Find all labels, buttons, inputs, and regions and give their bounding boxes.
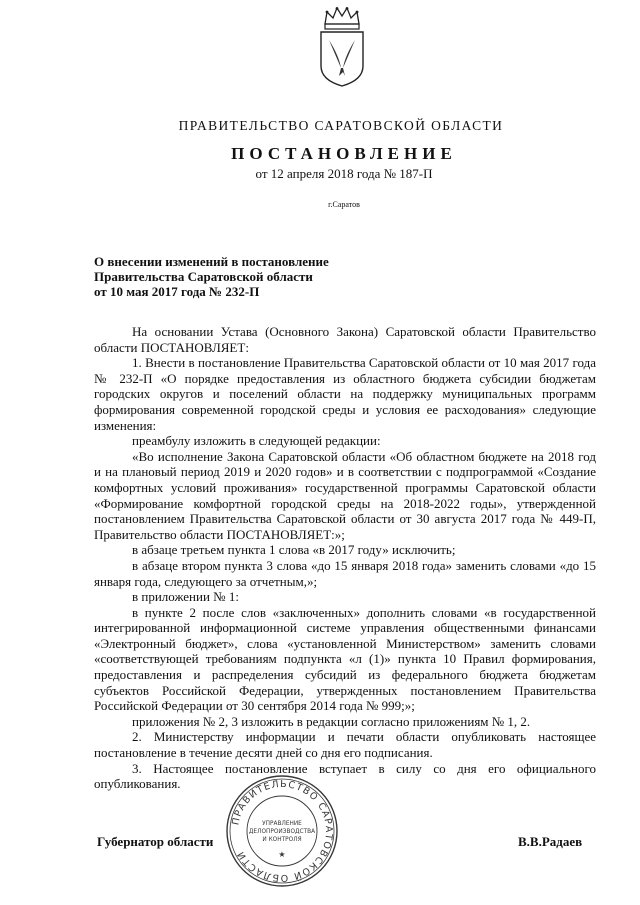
subject-line: О внесении изменений в постановление — [94, 254, 329, 269]
stamp-center-line: И КОНТРОЛЯ — [262, 837, 302, 843]
body-paragraph: приложения № 2, 3 изложить в редакции согласно приложениям № 1, 2. — [132, 713, 531, 729]
body-paragraph: в пункте 2 после слов «заключенных» дополнить словами «в государственной интегрированной информационной системе управления общественными финансами «Электронный бюджет», слова «установленной Министерством» заменить словами «соответствующей требованиям подпункта «л (1)» пункта 10 Правил формирования, предоставления и распределения субсидий из федерального бюджета бюджетам субъектов Российской Федерации, утвержденных постановлением Правительства Российской Федерации от 30 сентября 2014 года № 999;»; — [94, 604, 596, 714]
stamp-center-line: УПРАВЛЕНИЕ — [262, 821, 302, 827]
document-type-title: ПОСТАНОВЛЕНИЕ — [231, 144, 457, 163]
subject-line: Правительства Саратовской области — [94, 269, 313, 284]
signature-position: Губернатор области — [97, 834, 214, 849]
body-paragraph: «Во исполнение Закона Саратовской области «Об областном бюджете на 2018 год и на плановый период 2019 и 2020 годов» и в соответствии с подпрограммой «Создание комфортных условий проживания» государственной программы Саратовской области «Формирование комфортной городской среды на 2018-2022 годы», утвержденной постановлением Правительства Саратовской области от 30 августа 2017 года № 449-П, Правительство области ПОСТАНОВЛЯЕТ:»; — [94, 448, 596, 542]
body-paragraph: в абзаце третьем пункта 1 слова «в 2017 году» исключить; — [132, 542, 456, 558]
body-paragraph: 3. Настоящее постановление вступает в силу со дня его официального опубликования. — [94, 760, 596, 792]
document-body — [94, 324, 596, 792]
saratov-coat-of-arms-icon — [315, 6, 369, 88]
body-paragraph: преамбулу изложить в следующей редакции: — [132, 433, 381, 449]
subject-line: от 10 мая 2017 года № 232-П — [94, 284, 260, 299]
signature-name: В.В.Радаев — [518, 834, 583, 849]
body-paragraph: 1. Внести в постановление Правительства Саратовской области от 10 мая 2017 года № 232-П «О порядке предоставления из областного бюджета субсидии бюджетам городских округов и поселений области на поддержку муниципальных программ формирования современной городской среды и условия ее расходования» следующие изменения: — [94, 355, 596, 433]
body-paragraph: 2. Министерству информации и печати области опубликовать настоящее постановление в течение десяти дней со дня его подписания. — [94, 729, 596, 761]
body-paragraph: в приложении № 1: — [132, 589, 239, 605]
document-city: г.Саратов — [328, 200, 360, 209]
document-date-number: от 12 апреля 2018 года № 187-П — [255, 166, 433, 181]
stamp-center-line: ДЕЛОПРОИЗВОДСТВА — [248, 829, 316, 835]
svg-text:★: ★ — [278, 850, 286, 859]
body-paragraph: в абзаце втором пункта 3 слова «до 15 января 2018 года» заменить словами «до 15 января года, следующего за отчетным,»; — [94, 557, 596, 589]
document-subject — [94, 254, 329, 299]
official-stamp-icon — [224, 773, 340, 889]
body-paragraph: На основании Устава (Основного Закона) Саратовской области Правительство области ПОСТАНОВЛЯЕТ: — [94, 324, 596, 355]
stamp-ring-text: ПРАВИТЕЛЬСТВО САРАТОВСКОЙ ОБЛАСТИ — [230, 778, 335, 884]
organization-name: ПРАВИТЕЛЬСТВО САРАТОВСКОЙ ОБЛАСТИ — [178, 118, 504, 133]
